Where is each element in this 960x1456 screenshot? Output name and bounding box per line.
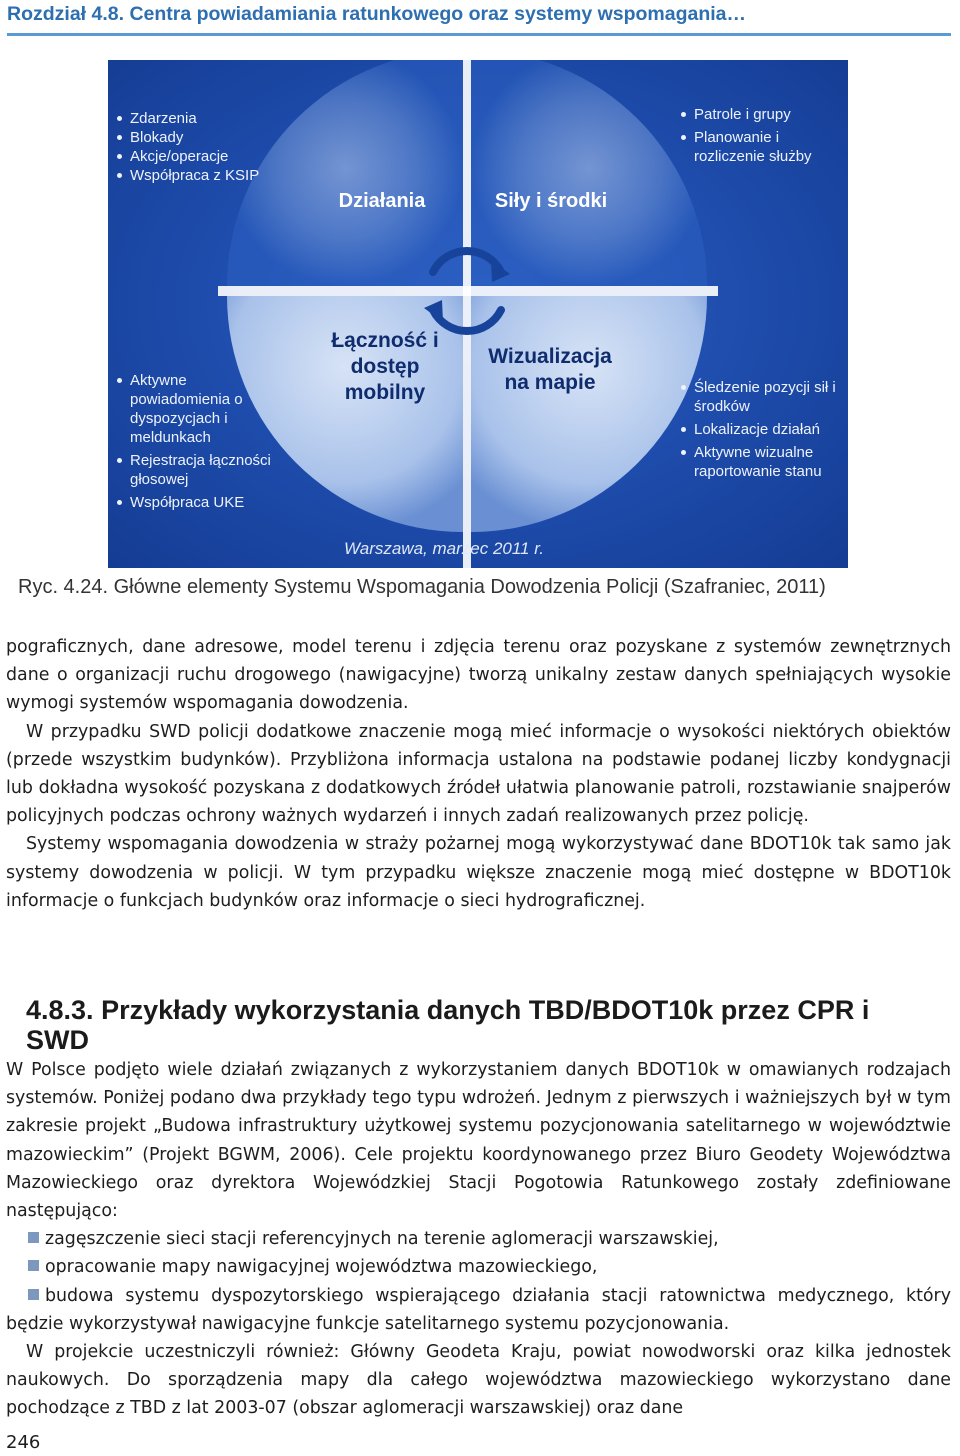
section-title-text: Przykłady wykorzystania danych TBD/BDOT10k przez CPR i SWD: [26, 995, 870, 1055]
paragraph: pograficznych, dane adresowe, model terenu i zdjęcia terenu oraz pozyskane z systemów zewnętrznych dane o organizacji ruchu drogowego (nawigacyjne) tworzą unikalny zestaw danych spełniających wysokie wymogi systemów wspomagania dowodzenia.: [6, 637, 951, 714]
list-item: Patrole i grupy: [680, 105, 840, 124]
square-bullet-icon: [28, 1232, 39, 1243]
figure-caption: Ryc. 4.24. Główne elementy Systemu Wspomagania Dowodzenia Policji (Szafraniec, 2011): [18, 576, 826, 598]
communication-list: [116, 371, 276, 512]
list-item: Blokady: [116, 128, 259, 147]
list-item: Zdarzenia: [116, 109, 259, 128]
section-number: 4.8.3.: [26, 995, 94, 1025]
quadrant-label-line: Wizualizacja: [488, 345, 612, 368]
figure-swd-diagram: [108, 60, 848, 568]
running-header: Rozdział 4.8. Centra powiadamiania ratunkowego oraz systemy wspomagania…: [7, 3, 747, 25]
list-item: zagęszczenie sieci stacji referencyjnych na terenie aglomeracji warszawskiej,: [6, 1225, 951, 1253]
list-item: Współpraca UKE: [116, 493, 276, 512]
list-item: opracowanie mapy nawigacyjnej województwa mazowieckiego,: [6, 1253, 951, 1281]
goals-list: [6, 1225, 951, 1338]
list-item: Akcje/operacje: [116, 147, 259, 166]
quadrant-label-line: dostęp: [350, 355, 420, 378]
paragraph: W przypadku SWD policji dodatkowe znaczenie mogą mieć informacje o wysokości niektórych obiektów (przede wszystkim budynków). Przybliżona informacja ustalona na podstawie podanej liczby kondygnacji lub dokładna wysokość pozyskana z dodatkowych źródeł ułatwia planowanie patroli, rozstawianie snajperów policyjnych podczas ochrony ważnych wydarzeń i innych zadań realizowanych przez policję.: [6, 721, 951, 827]
section-heading: [26, 995, 926, 1055]
list-item: budowa systemu dyspozytorskiego wspierającego działania stacji ratownictwa medycznego, który będzie wykorzystywał nawigacyjne funkcje satelitarnego systemu pozycjonowania.: [6, 1285, 951, 1334]
list-item: Aktywne wizualne raportowanie stanu: [680, 443, 844, 481]
quadrant-label-line: Łączność i: [331, 329, 439, 352]
actions-list: [116, 109, 259, 185]
square-bullet-icon: [28, 1289, 39, 1300]
list-item: Śledzenie pozycji sił i środków: [680, 378, 844, 416]
body-text-bottom: [6, 1056, 951, 1423]
figure-footer: Warszawa, marzec 2011 r.: [344, 539, 544, 558]
page-number: 246: [6, 1432, 41, 1453]
quadrant-label-visualisation: [480, 344, 620, 396]
quadrant-label-forces: Siły i środki: [494, 190, 608, 212]
body-text-top: [6, 633, 951, 915]
quadrant-label-actions: Działania: [338, 190, 426, 212]
list-item: Aktywne powiadomienia o dyspozycjach i meldunkach: [116, 371, 276, 447]
quadrant-bottom-right-shape: [471, 296, 707, 532]
visualisation-list: [680, 378, 844, 481]
paragraph: Systemy wspomagania dowodzenia w straży pożarnej mogą wykorzystywać dane BDOT10k tak samo jak systemy dowodzenia w policji. W tym przypadku większe znaczenie mogą mieć dostępne w BDOT10k informacje o funkcjach budynków oraz informacje o sieci hydrograficznej.: [6, 834, 951, 911]
paragraph: W Polsce podjęto wiele działań związanych z wykorzystaniem danych BDOT10k w omawianych rodzajach systemów. Poniżej podano dwa przykłady tego typu wdrożeń. Jednym z pierwszych i ważniejszych był w tym zakresie projekt „Budowa infrastruktury użytkowej systemu pozycjonowania satelitarnego w województwie mazowieckim” (Projekt BGWM, 2006). Cele projektu koordynowanego przez Biuro Geodety Województwa Mazowieckiego oraz dyrektora Wojewódzkiej Stacji Pogotowia Ratunkowego zostały zdefiniowane następująco:: [6, 1060, 951, 1222]
list-item: Planowanie i rozliczenie służby: [680, 128, 840, 166]
quadrant-label-communication: [320, 328, 450, 406]
paragraph: W projekcie uczestniczyli również: Główny Geodeta Kraju, powiat nowodworski oraz kilka jednostek naukowych. Do sporządzenia mapy dla całego województwa mazowieckiego wykorzystano dane pochodzące z TBD z lat 2003-07 (obszar aglomeracji warszawskiej) oraz dane: [6, 1342, 951, 1419]
header-rule: [7, 33, 951, 36]
quadrant-top-right-shape: [471, 60, 707, 286]
list-item: Współpraca z KSIP: [116, 166, 259, 185]
square-bullet-icon: [28, 1260, 39, 1271]
list-item: Rejestracja łączności głosowej: [116, 451, 276, 489]
quadrant-label-line: na mapie: [504, 371, 596, 394]
list-item: Lokalizacje działań: [680, 420, 844, 439]
quadrant-top-left-shape: [227, 60, 463, 286]
forces-list: [680, 105, 840, 166]
quadrant-label-line: mobilny: [344, 381, 426, 404]
